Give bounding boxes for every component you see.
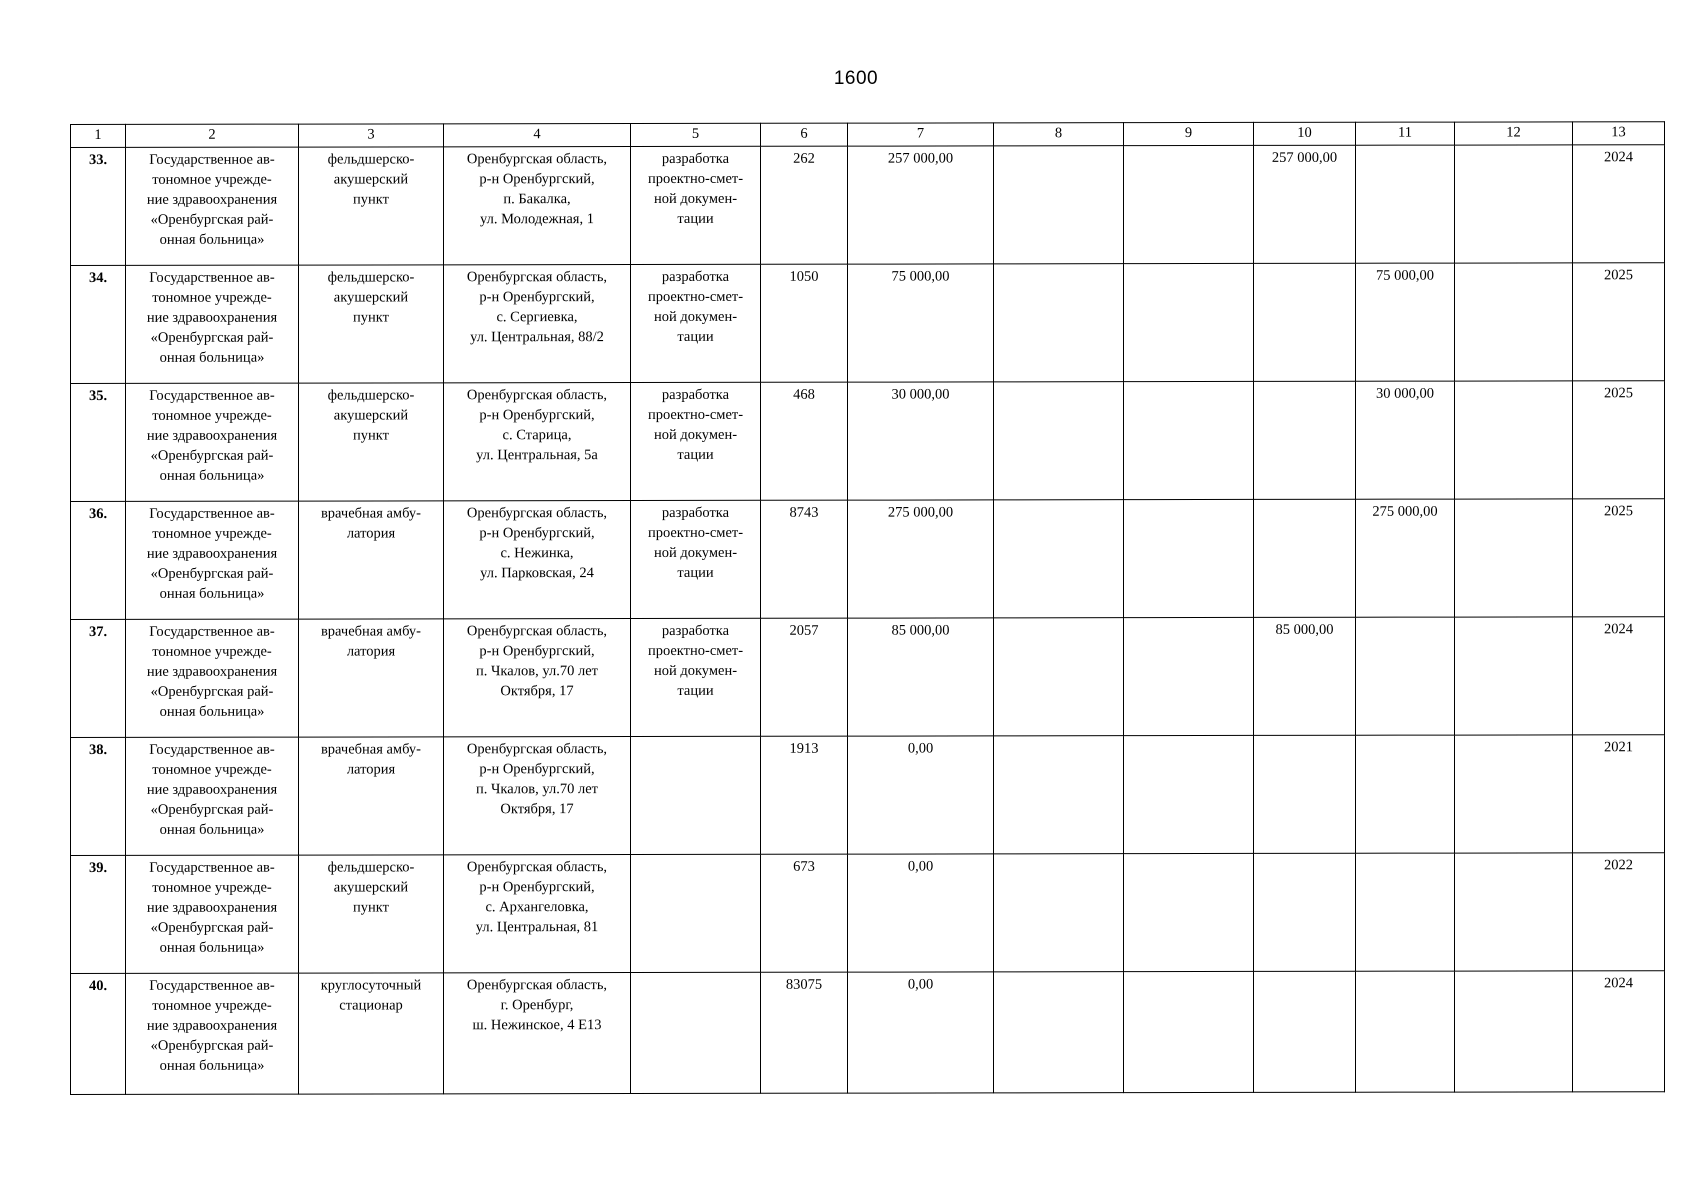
column-header: 10 (1254, 122, 1356, 145)
col-9-cell (1124, 263, 1254, 381)
row-number-cell: 36. (71, 501, 126, 619)
table-row (71, 145, 1665, 266)
col-10-cell (1254, 381, 1356, 499)
col-11-cell (1356, 971, 1455, 1092)
year-cell: 2025 (1573, 381, 1665, 499)
col-10-cell (1254, 499, 1356, 617)
row-number-cell: 33. (71, 147, 126, 265)
column-header: 3 (299, 124, 444, 147)
table-row (71, 853, 1665, 974)
col-9-cell (1124, 971, 1254, 1092)
col-6-cell: 1050 (761, 264, 848, 382)
col-11-cell: 75 000,00 (1356, 263, 1455, 381)
year-cell: 2021 (1573, 735, 1665, 853)
facility-type-cell: фельдшерско- акушерский пункт (299, 383, 444, 501)
column-header: 7 (848, 123, 994, 146)
col-10-cell (1254, 971, 1356, 1092)
col-10-cell (1254, 263, 1356, 381)
year-cell: 2024 (1573, 971, 1665, 1092)
facility-type-cell: фельдшерско- акушерский пункт (299, 147, 444, 265)
col-6-cell: 468 (761, 382, 848, 500)
col-6-cell: 83075 (761, 972, 848, 1093)
col-8-cell (994, 146, 1124, 264)
col-9-cell (1124, 853, 1254, 971)
address-cell: Оренбургская область, р-н Оренбургский, п. Чкалов, ул.70 лет Октября, 17 (444, 619, 631, 737)
facility-type-cell: фельдшерско- акушерский пункт (299, 265, 444, 383)
col-9-cell (1124, 499, 1254, 617)
col-9-cell (1124, 145, 1254, 263)
col-10-cell: 257 000,00 (1254, 145, 1356, 263)
work-type-cell: разработка проектно-смет- ной докумен- тации (631, 618, 761, 736)
col-6-cell: 1913 (761, 736, 848, 854)
row-number-cell: 35. (71, 383, 126, 501)
facilities-table (70, 121, 1665, 1095)
column-number-row (71, 122, 1665, 148)
address-cell: Оренбургская область, г. Оренбург, ш. Нежинское, 4 Е13 (444, 973, 631, 1094)
col-12-cell (1455, 735, 1573, 853)
col-6-cell: 673 (761, 854, 848, 972)
col-8-cell (994, 618, 1124, 736)
col-12-cell (1455, 263, 1573, 381)
col-12-cell (1455, 499, 1573, 617)
col-9-cell (1124, 735, 1254, 853)
column-header: 11 (1356, 122, 1455, 145)
col-8-cell (994, 972, 1124, 1093)
table-row (71, 971, 1665, 1095)
col-12-cell (1455, 971, 1573, 1092)
organization-cell: Государственное ав- тономное учрежде- ние здравоохранения «Оренбургская рай- онная больница» (126, 737, 299, 855)
organization-cell: Государственное ав- тономное учрежде- ние здравоохранения «Оренбургская рай- онная больница» (126, 265, 299, 383)
address-cell: Оренбургская область, р-н Оренбургский, п. Чкалов, ул.70 лет Октября, 17 (444, 737, 631, 855)
column-header: 2 (126, 124, 299, 147)
facility-type-cell: врачебная амбу- латория (299, 619, 444, 737)
col-11-cell (1356, 145, 1455, 263)
year-cell: 2025 (1573, 499, 1665, 617)
col-7-cell: 275 000,00 (848, 500, 994, 618)
row-number-cell: 40. (71, 973, 126, 1094)
col-8-cell (994, 500, 1124, 618)
column-header: 13 (1573, 122, 1665, 145)
organization-cell: Государственное ав- тономное учрежде- ние здравоохранения «Оренбургская рай- онная больница» (126, 383, 299, 501)
address-cell: Оренбургская область, р-н Оренбургский, с. Старица, ул. Центральная, 5а (444, 383, 631, 501)
column-header: 1 (71, 124, 126, 147)
col-9-cell (1124, 381, 1254, 499)
col-10-cell (1254, 853, 1356, 971)
work-type-cell (631, 854, 761, 972)
col-8-cell (994, 382, 1124, 500)
col-7-cell: 0,00 (848, 972, 994, 1093)
col-6-cell: 2057 (761, 618, 848, 736)
col-7-cell: 75 000,00 (848, 264, 994, 382)
col-9-cell (1124, 617, 1254, 735)
col-7-cell: 257 000,00 (848, 146, 994, 264)
table-row (71, 499, 1665, 620)
organization-cell: Государственное ав- тономное учрежде- ние здравоохранения «Оренбургская рай- онная больница» (126, 855, 299, 973)
col-11-cell (1356, 617, 1455, 735)
column-header: 6 (761, 123, 848, 146)
work-type-cell (631, 736, 761, 854)
address-cell: Оренбургская область, р-н Оренбургский, с. Архангеловка, ул. Центральная, 81 (444, 855, 631, 973)
row-number-cell: 38. (71, 737, 126, 855)
col-7-cell: 0,00 (848, 736, 994, 854)
col-11-cell (1356, 735, 1455, 853)
col-12-cell (1455, 617, 1573, 735)
table-row (71, 381, 1665, 502)
work-type-cell (631, 972, 761, 1093)
col-11-cell: 275 000,00 (1356, 499, 1455, 617)
organization-cell: Государственное ав- тономное учрежде- ние здравоохранения «Оренбургская рай- онная больница» (126, 147, 299, 265)
col-11-cell (1356, 853, 1455, 971)
row-number-cell: 39. (71, 855, 126, 973)
organization-cell: Государственное ав- тономное учрежде- ние здравоохранения «Оренбургская рай- онная больница» (126, 501, 299, 619)
year-cell: 2024 (1573, 617, 1665, 735)
col-6-cell: 262 (761, 146, 848, 264)
col-12-cell (1455, 853, 1573, 971)
facility-type-cell: врачебная амбу- латория (299, 501, 444, 619)
year-cell: 2022 (1573, 853, 1665, 971)
organization-cell: Государственное ав- тономное учрежде- ние здравоохранения «Оренбургская рай- онная больница» (126, 973, 299, 1094)
work-type-cell: разработка проектно-смет- ной докумен- тации (631, 500, 761, 618)
organization-cell: Государственное ав- тономное учрежде- ние здравоохранения «Оренбургская рай- онная больница» (126, 619, 299, 737)
column-header: 5 (631, 123, 761, 146)
col-12-cell (1455, 145, 1573, 263)
col-11-cell: 30 000,00 (1356, 381, 1455, 499)
facility-type-cell: фельдшерско- акушерский пункт (299, 855, 444, 973)
year-cell: 2025 (1573, 263, 1665, 381)
table-row (71, 617, 1665, 738)
col-7-cell: 85 000,00 (848, 618, 994, 736)
column-header: 9 (1124, 122, 1254, 145)
col-12-cell (1455, 381, 1573, 499)
col-7-cell: 0,00 (848, 854, 994, 972)
row-number-cell: 34. (71, 265, 126, 383)
facility-type-cell: врачебная амбу- латория (299, 737, 444, 855)
work-type-cell: разработка проектно-смет- ной докумен- тации (631, 382, 761, 500)
col-6-cell: 8743 (761, 500, 848, 618)
page-number: 1600 (833, 68, 879, 89)
work-type-cell: разработка проектно-смет- ной докумен- тации (631, 264, 761, 382)
address-cell: Оренбургская область, р-н Оренбургский, п. Бакалка, ул. Молодежная, 1 (444, 147, 631, 265)
row-number-cell: 37. (71, 619, 126, 737)
table-body (71, 145, 1665, 1095)
table-row (71, 263, 1665, 384)
table-row (71, 735, 1665, 856)
col-7-cell: 30 000,00 (848, 382, 994, 500)
col-10-cell (1254, 735, 1356, 853)
column-header: 8 (994, 123, 1124, 146)
col-8-cell (994, 736, 1124, 854)
column-header: 4 (444, 124, 631, 147)
col-10-cell: 85 000,00 (1254, 617, 1356, 735)
year-cell: 2024 (1573, 145, 1665, 263)
facility-type-cell: круглосуточный стационар (299, 973, 444, 1094)
col-8-cell (994, 854, 1124, 972)
col-8-cell (994, 264, 1124, 382)
address-cell: Оренбургская область, р-н Оренбургский, с. Нежинка, ул. Парковская, 24 (444, 501, 631, 619)
column-header: 12 (1455, 122, 1573, 145)
address-cell: Оренбургская область, р-н Оренбургский, с. Сергиевка, ул. Центральная, 88/2 (444, 265, 631, 383)
work-type-cell: разработка проектно-смет- ной докумен- тации (631, 146, 761, 264)
